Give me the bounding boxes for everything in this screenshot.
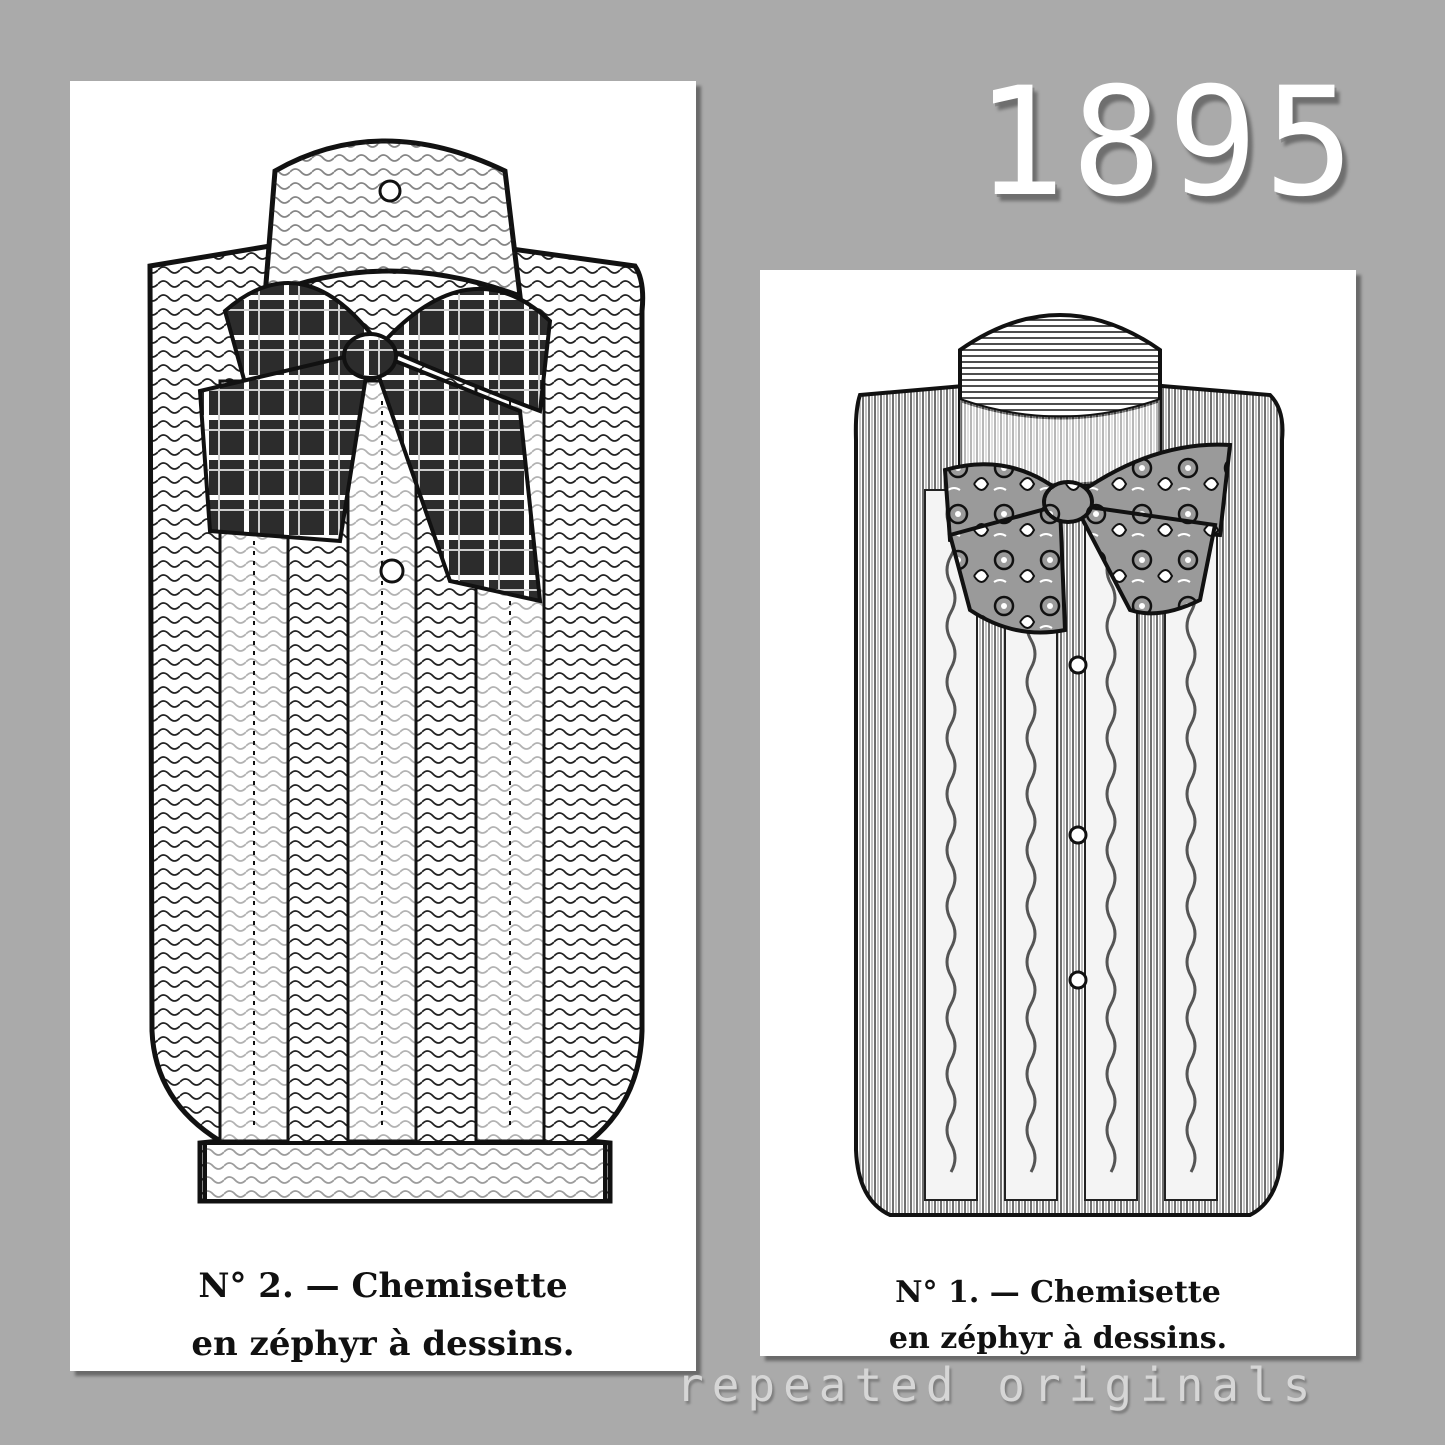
caption-no2-subtitle: en zéphyr à dessins. — [191, 1324, 575, 1364]
watermark-text: repeated originals — [676, 1358, 1319, 1412]
chemisette-no1-illustration — [760, 270, 1356, 1260]
caption-no1-title: N° 1. — Chemisette — [895, 1275, 1221, 1310]
illustration-panel-no1 — [760, 270, 1356, 1356]
caption-no2-title: N° 2. — Chemisette — [198, 1266, 568, 1306]
chemisette-no2-illustration — [70, 81, 696, 1251]
year-title: 1895 — [975, 56, 1361, 230]
illustration-panel-no2 — [70, 81, 696, 1371]
caption-no2 — [70, 1257, 696, 1373]
caption-no1 — [760, 1270, 1356, 1362]
caption-no1-subtitle: en zéphyr à dessins. — [888, 1321, 1228, 1356]
